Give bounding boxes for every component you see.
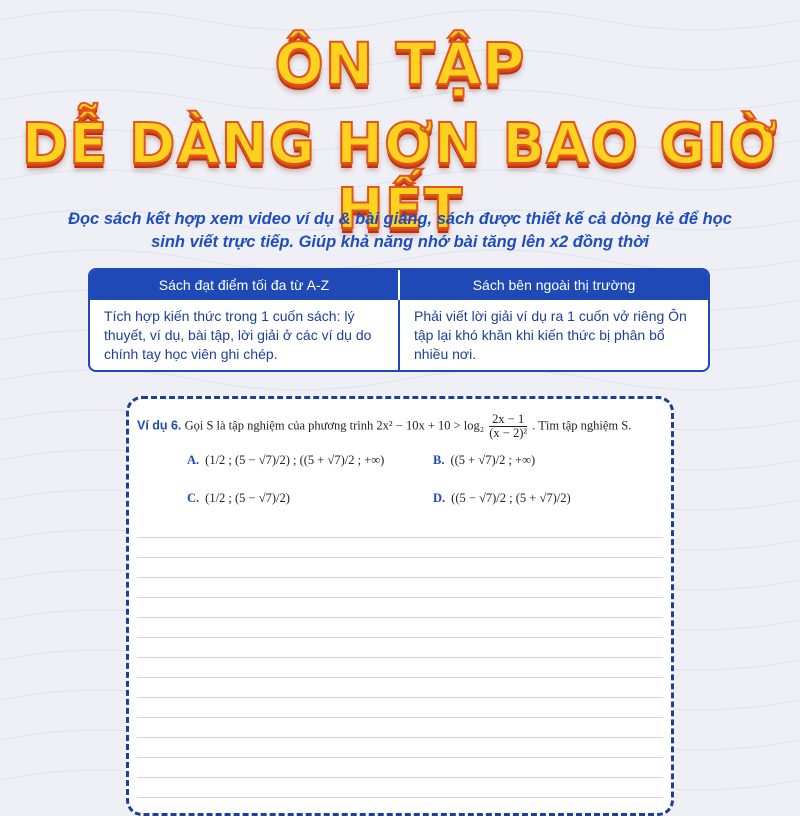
example-card (126, 396, 674, 816)
option-d-value: ((5 − √7)/2 ; (5 + √7)/2) (451, 491, 571, 505)
comparison-header-row (90, 270, 708, 300)
writing-line (137, 557, 663, 558)
option-d-letter: D. (433, 491, 446, 505)
comparison-left-body: Tích hợp kiến thức trong 1 cuốn sách: lý thuyết, ví dụ, bài tập, lời giải ở các ví dụ do chính tay học viên ghi chép. (104, 308, 372, 362)
example-frac-num: 2x − 1 (489, 413, 527, 427)
option-a-letter: A. (187, 453, 200, 467)
example-text-before: Gọi S là tập nghiệm của phương trình 2x² − 10x + 10 > log₂ (184, 418, 485, 433)
option-c (187, 491, 290, 506)
comparison-right-body: Phải viết lời giải ví dụ ra 1 cuốn vở riêng Ôn tập lại khó khăn khi kiến thức bị phân bổ nhiều nơi. (398, 300, 708, 370)
comparison-body-row (90, 300, 708, 370)
intro-text (30, 208, 770, 254)
writing-line (137, 777, 663, 778)
intro-line-1: Đọc sách kết hợp xem video ví dụ & bài giảng, sách được thiết kế cả dòng kẻ để học (68, 210, 732, 228)
option-c-value: (1/2 ; (5 − √7)/2) (205, 491, 290, 505)
example-text-after: . Tìm tập nghiệm S. (532, 418, 632, 433)
option-b-letter: B. (433, 453, 445, 467)
example-frac-den: (x − 2)² (489, 426, 528, 440)
writing-line (137, 697, 663, 698)
comparison-left-header: Sách đạt điểm tối đa từ A-Z (158, 277, 330, 293)
option-b (433, 453, 535, 468)
option-b-value: ((5 + √7)/2 ; +∞) (450, 453, 536, 467)
option-a (187, 453, 384, 468)
writing-line (137, 537, 663, 538)
writing-line (137, 737, 663, 738)
writing-line (137, 577, 663, 578)
intro-line-2: sinh viết trực tiếp. Giúp khả năng nhớ bài tăng lên x2 đồng thời (151, 233, 649, 251)
writing-line (137, 597, 663, 598)
writing-line (137, 677, 663, 678)
example-fraction (489, 413, 527, 440)
comparison-right-header: Sách bên ngoài thị trường (398, 270, 708, 300)
writing-line (137, 657, 663, 658)
writing-line (137, 757, 663, 758)
option-d (433, 491, 571, 506)
writing-line (137, 637, 663, 638)
writing-line (137, 797, 663, 798)
title-line-2: DỄ DÀNG HƠN BAO GIỜ HẾT (21, 112, 779, 242)
title-line-1: ÔN TẬP (274, 30, 526, 98)
example-question (137, 413, 631, 440)
writing-line (137, 617, 663, 618)
comparison-table (88, 268, 710, 372)
example-label: Ví dụ 6. (137, 418, 182, 433)
option-c-letter: C. (187, 491, 200, 505)
writing-line (137, 717, 663, 718)
option-a-value: (1/2 ; (5 − √7)/2) ; ((5 + √7)/2 ; +∞) (205, 453, 385, 467)
